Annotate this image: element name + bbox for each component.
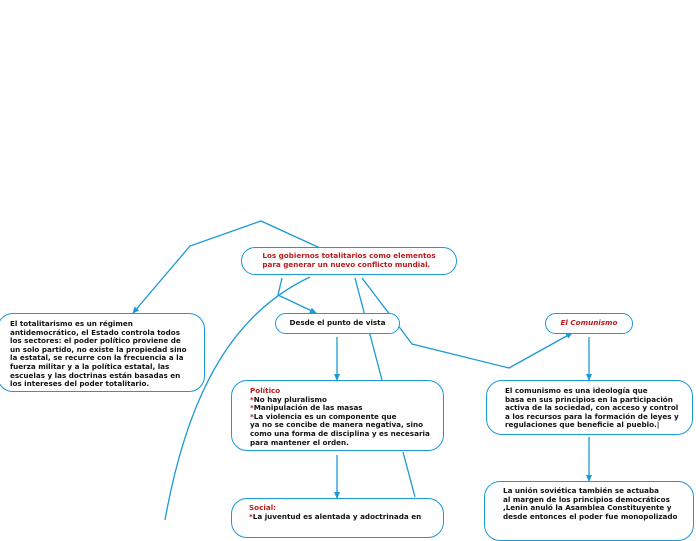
social-bullet: *La juventud es alentada y adoctrinada en	[249, 511, 422, 521]
root-line: Los gobiernos totalitarios como elementos	[262, 251, 436, 261]
politico-text: para mantener el orden.	[250, 437, 349, 447]
root-topic-node[interactable]	[241, 247, 457, 275]
politico-text: ya no se concibe de manera negativa, sino	[250, 420, 424, 430]
soviet-line: desde entonces el poder fue monopolizado	[503, 511, 678, 521]
communism-definition-line: El comunismo es una ideología que	[505, 386, 648, 395]
definition-line: la estatal, se recurre con la frecuencia a la	[10, 353, 184, 363]
communism-definition-line: a los recursos para la formación de leyes y	[505, 411, 679, 421]
definition-line: antidemocrático, el Estado controla todos	[10, 327, 180, 337]
politico-node[interactable]	[231, 380, 444, 451]
root-line: para generar un nuevo conflicto mundial.	[262, 260, 431, 269]
viewpoint-node[interactable]	[275, 313, 400, 334]
politico-title: Político	[250, 386, 281, 395]
communism-definition-node[interactable]	[486, 380, 693, 435]
communism-node[interactable]	[545, 313, 633, 334]
soviet-union-node[interactable]	[484, 481, 694, 541]
definition-line: El totalitarismo es un régimen	[10, 319, 133, 328]
soviet-line: al margen de los principios democráticos	[503, 494, 670, 504]
politico-bullet: *Manipulación de las masas	[250, 403, 363, 413]
definition-line: fuerza militar y a la política estatal, las	[10, 361, 170, 371]
viewpoint-label: Desde el punto de vista	[289, 318, 386, 328]
politico-bullet: *No hay pluralismo	[250, 394, 327, 404]
soviet-line: ,Lenin anuló la Asamblea Constituyente y	[503, 503, 672, 513]
communism-label: El Comunismo	[560, 318, 618, 328]
communism-definition-line: activa de la sociedad, con acceso y control	[505, 403, 679, 413]
definition-line: un solo partido, no existe la propiedad sino	[10, 344, 187, 354]
politico-text: como una forma de disciplina y es necesaria	[250, 428, 430, 438]
definition-line: los intereses del poder totalitario.	[10, 379, 150, 389]
totalitarianism-definition-node[interactable]	[0, 313, 205, 392]
social-title: Social:	[249, 503, 277, 512]
communism-definition-line: basa en sus principios en la participación	[505, 394, 673, 404]
social-node[interactable]	[231, 498, 444, 538]
communism-definition-line: regulaciones que beneficie al pueblo.|	[505, 420, 660, 430]
definition-line: los sectores: el poder político proviene de	[10, 336, 181, 346]
definition-line: escuelas y las doctrinas están basadas en	[10, 370, 181, 380]
politico-bullet: *La violencia es un componente que	[250, 411, 397, 421]
soviet-line: La unión soviética también se actuaba	[503, 486, 659, 495]
